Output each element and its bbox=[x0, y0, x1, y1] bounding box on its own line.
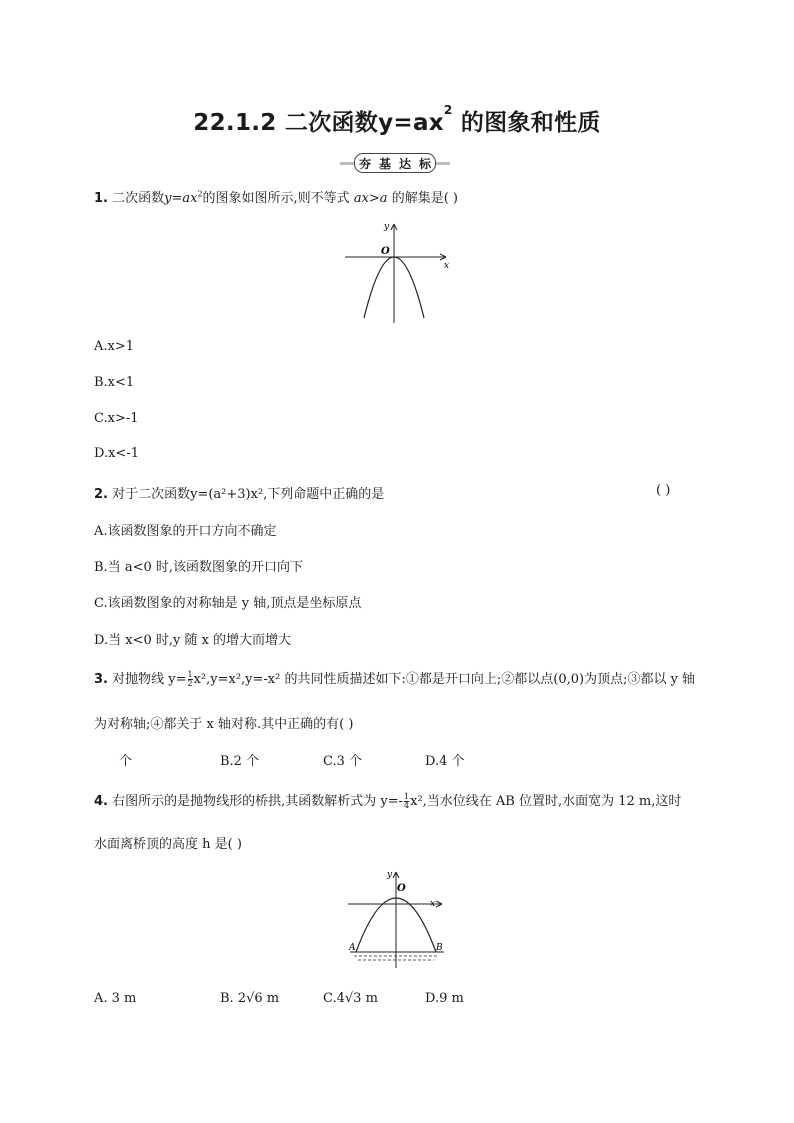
q2-answer-paren: ( ) bbox=[656, 483, 671, 498]
q2-option-a: A.该函数图象的开口方向不确定 bbox=[94, 524, 277, 539]
origin-label: O bbox=[397, 883, 406, 894]
question-number: 2. bbox=[94, 487, 108, 502]
q4-option-a: A. 3 m bbox=[94, 991, 137, 1006]
section-badge bbox=[340, 152, 450, 174]
fraction-numerator: 1 bbox=[404, 792, 410, 801]
y-axis-label: y bbox=[384, 222, 390, 232]
page-title bbox=[0, 104, 794, 137]
question-number: 4. bbox=[94, 794, 108, 809]
fraction bbox=[188, 671, 193, 688]
question-text: 的解集是( ) bbox=[391, 191, 458, 206]
point-b-label: B bbox=[436, 943, 443, 953]
title-tail: 的图象和性质 bbox=[452, 110, 601, 136]
question-2 bbox=[94, 483, 384, 502]
badge-box bbox=[354, 153, 436, 173]
q3-option-b: B.2 个 bbox=[220, 754, 260, 769]
formula: y=ax bbox=[164, 191, 198, 206]
badge-char: 达 bbox=[398, 156, 411, 171]
q3-option-c: C.3 个 bbox=[323, 754, 363, 769]
q2-option-c: C.该函数图象的对称轴是 y 轴,顶点是坐标原点 bbox=[94, 596, 362, 611]
origin-label: O bbox=[381, 246, 390, 257]
q1-option-a: A.x>1 bbox=[94, 339, 135, 354]
q1-option-d: D.x<-1 bbox=[94, 446, 139, 461]
question-text: 的图象如图所示,则不等式 bbox=[202, 191, 350, 206]
question-text: 对于二次函数y=(a²+3)x²,下列命题中正确的是 bbox=[107, 487, 385, 502]
question-text: 二次函数 bbox=[107, 191, 165, 206]
question-text: 右图所示的是抛物线形的桥拱,其函数解析式为 y=- bbox=[107, 794, 404, 809]
question-text: 对抛物线 y= bbox=[107, 672, 187, 687]
q1-option-b: B.x<1 bbox=[94, 375, 135, 390]
question-4 bbox=[94, 790, 681, 810]
fraction-denominator: 4 bbox=[404, 801, 410, 810]
q4-bridge-arch-graph bbox=[338, 866, 458, 976]
fraction-numerator: 1 bbox=[187, 670, 193, 679]
question-text: x²,当水位线在 AB 位置时,水面宽为 12 m,这时 bbox=[410, 794, 682, 809]
q1-option-c: C.x>-1 bbox=[94, 411, 139, 426]
title-main: 22.1.2 二次函数y=ax bbox=[193, 110, 444, 136]
question-4-line2: 水面离桥顶的高度 h 是( ) bbox=[94, 837, 242, 852]
point-a-label: A bbox=[349, 943, 356, 953]
fraction-denominator: 2 bbox=[187, 679, 193, 688]
q2-option-b: B.当 a<0 时,该函数图象的开口向下 bbox=[94, 560, 303, 575]
title-sup: 2 bbox=[443, 103, 453, 117]
q3-option-d: D.4 个 bbox=[425, 754, 465, 769]
q1-parabola-graph bbox=[340, 218, 455, 328]
q3-option-a: 个 bbox=[119, 754, 133, 769]
badge-char: 基 bbox=[378, 156, 391, 171]
question-1: 1. 二次函数$y=ax^2$的图象如图所示,则不等式 ax>a 的解集是( ) bbox=[94, 189, 458, 206]
badge-char: 标 bbox=[418, 156, 431, 171]
q4-option-c: C.4√3 m bbox=[323, 991, 378, 1006]
badge-char: 夯 bbox=[358, 156, 371, 171]
q4-option-d: D.9 m bbox=[425, 991, 464, 1006]
x-axis-label: x bbox=[444, 261, 450, 271]
question-text: x²,y=x²,y=-x² 的共同性质描述如下:①都是开口向上;②都以点(0,0)为顶点;③都以 y 轴 bbox=[193, 672, 696, 687]
question-number: 3. bbox=[94, 672, 108, 687]
q4-option-b: B. 2√6 m bbox=[220, 991, 280, 1006]
question-3-line2: 为对称轴;④都关于 x 轴对称.其中正确的有( ) bbox=[94, 717, 354, 732]
fraction bbox=[404, 793, 409, 810]
y-axis-label: y bbox=[387, 870, 393, 880]
question-3 bbox=[94, 668, 695, 688]
question-number: 1. bbox=[94, 191, 108, 206]
q2-option-d: D.当 x<0 时,y 随 x 的增大而增大 bbox=[94, 633, 292, 648]
x-axis-label: x bbox=[430, 899, 436, 909]
inequality: ax>a bbox=[353, 191, 388, 206]
